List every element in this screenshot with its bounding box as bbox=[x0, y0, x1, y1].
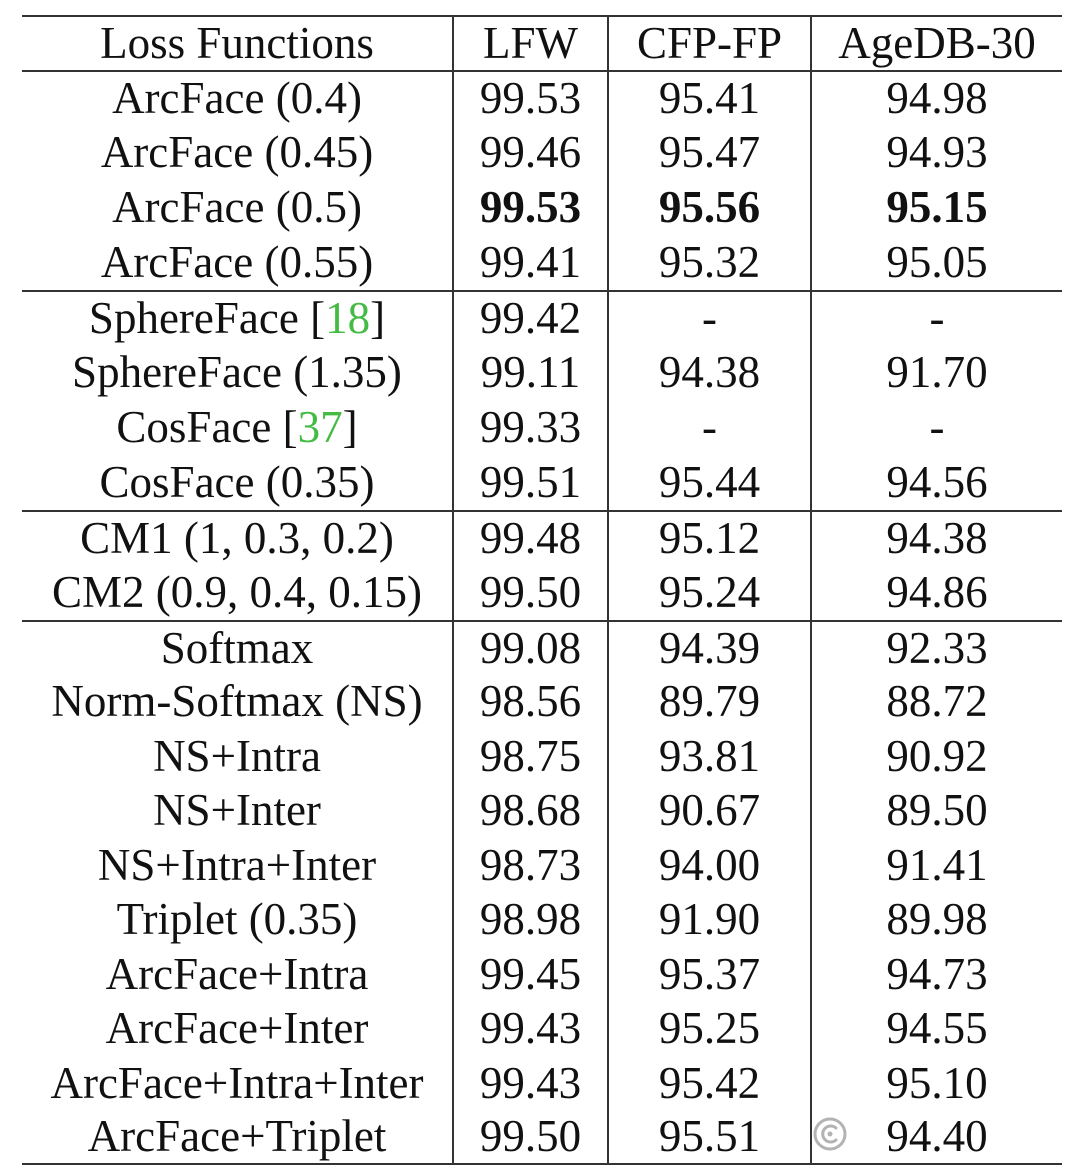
score-cell-lfw: 99.42 bbox=[452, 292, 607, 345]
citation-link[interactable]: 37 bbox=[297, 402, 343, 452]
score-cell-cfp-fp: 95.12 bbox=[607, 512, 810, 565]
table-row bbox=[22, 290, 1062, 345]
table-row bbox=[22, 620, 1062, 675]
table-row bbox=[22, 893, 1062, 948]
score-cell-lfw: 99.43 bbox=[452, 1056, 607, 1111]
score-cell-agedb-30: 95.15 bbox=[810, 180, 1062, 235]
score-cell-lfw: 99.53 bbox=[452, 180, 607, 235]
method-cell: NS+Intra bbox=[153, 730, 321, 781]
table-row bbox=[22, 947, 1062, 1002]
method-cell: ArcFace (0.4) bbox=[112, 73, 362, 123]
table-row bbox=[22, 455, 1062, 510]
table-row bbox=[22, 1002, 1062, 1057]
table-row bbox=[22, 838, 1062, 893]
table-body bbox=[22, 70, 1062, 1165]
score-cell-agedb-30: 95.05 bbox=[810, 235, 1062, 290]
score-cell-agedb-30: - bbox=[810, 292, 1062, 345]
method-text: SphereFace [ bbox=[88, 293, 326, 343]
method-cell: Triplet (0.35) bbox=[116, 894, 358, 945]
column-header-cfp-fp: CFP-FP bbox=[607, 17, 810, 70]
score-cell-agedb-30: 94.40 bbox=[810, 1111, 1062, 1164]
score-cell-agedb-30: 94.93 bbox=[810, 125, 1062, 180]
column-header-loss-functions: Loss Functions bbox=[100, 18, 374, 68]
results-table bbox=[22, 15, 1062, 1165]
table-row bbox=[22, 235, 1062, 290]
score-cell-lfw: 99.33 bbox=[452, 400, 607, 455]
method-cell: SphereFace (1.35) bbox=[72, 347, 402, 397]
method-cell: NS+Inter bbox=[153, 785, 321, 836]
method-text: CosFace [ bbox=[116, 402, 298, 452]
column-header-agedb-30: AgeDB-30 bbox=[810, 17, 1062, 70]
method-label bbox=[116, 402, 358, 452]
score-cell-lfw: 99.41 bbox=[452, 235, 607, 290]
score-cell-lfw: 98.75 bbox=[452, 729, 607, 784]
score-cell-lfw: 99.51 bbox=[452, 455, 607, 510]
score-cell-cfp-fp: 95.25 bbox=[607, 1002, 810, 1057]
score-cell-agedb-30: 92.33 bbox=[810, 622, 1062, 675]
method-text: ] bbox=[342, 402, 358, 452]
method-cell: NS+Intra+Inter bbox=[97, 839, 377, 890]
score-cell-agedb-30: 90.92 bbox=[810, 729, 1062, 784]
score-cell-agedb-30: 88.72 bbox=[810, 675, 1062, 730]
table-row bbox=[22, 729, 1062, 784]
method-cell: CM2 (0.9, 0.4, 0.15) bbox=[52, 567, 422, 617]
citation-link[interactable]: 18 bbox=[325, 293, 371, 343]
score-cell-cfp-fp: 89.79 bbox=[607, 675, 810, 730]
table-row bbox=[22, 784, 1062, 839]
wechat-icon bbox=[812, 1116, 848, 1152]
score-cell-agedb-30: 89.50 bbox=[810, 784, 1062, 839]
score-cell-lfw: 99.48 bbox=[452, 512, 607, 565]
method-cell: CosFace (0.35) bbox=[99, 457, 375, 507]
table-row bbox=[22, 400, 1062, 455]
score-cell-agedb-30: 94.38 bbox=[810, 512, 1062, 565]
table-header-row bbox=[22, 15, 1062, 70]
score-cell-cfp-fp: 94.00 bbox=[607, 838, 810, 893]
method-cell: Norm-Softmax (NS) bbox=[51, 676, 423, 727]
score-cell-agedb-30: 94.98 bbox=[810, 72, 1062, 125]
score-cell-cfp-fp: 94.38 bbox=[607, 345, 810, 400]
score-cell-cfp-fp: - bbox=[607, 292, 810, 345]
score-cell-lfw: 99.43 bbox=[452, 1002, 607, 1057]
table-row bbox=[22, 125, 1062, 180]
method-cell: Softmax bbox=[160, 622, 314, 673]
score-cell-cfp-fp: 95.41 bbox=[607, 72, 810, 125]
table-row bbox=[22, 180, 1062, 235]
method-cell: ArcFace+Inter bbox=[105, 1003, 369, 1054]
score-cell-lfw: 99.46 bbox=[452, 125, 607, 180]
method-cell: ArcFace (0.45) bbox=[100, 127, 374, 177]
method-cell: CM1 (1, 0.3, 0.2) bbox=[80, 513, 394, 563]
score-cell-cfp-fp: 95.44 bbox=[607, 455, 810, 510]
score-cell-cfp-fp: 95.24 bbox=[607, 565, 810, 620]
method-cell bbox=[22, 292, 452, 345]
method-cell: ArcFace+Intra bbox=[105, 948, 369, 999]
score-cell-agedb-30: 91.41 bbox=[810, 838, 1062, 893]
score-cell-lfw: 98.73 bbox=[452, 838, 607, 893]
table-row bbox=[22, 1111, 1062, 1166]
score-cell-lfw: 98.98 bbox=[452, 893, 607, 948]
table-row bbox=[22, 70, 1062, 125]
score-cell-agedb-30: 94.73 bbox=[810, 947, 1062, 1002]
method-cell bbox=[22, 400, 452, 455]
table-row bbox=[22, 510, 1062, 565]
score-cell-agedb-30: 95.10 bbox=[810, 1056, 1062, 1111]
method-cell: ArcFace (0.5) bbox=[112, 182, 362, 232]
score-cell-lfw: 98.68 bbox=[452, 784, 607, 839]
score-cell-cfp-fp: 95.47 bbox=[607, 125, 810, 180]
method-label bbox=[88, 293, 386, 343]
score-cell-agedb-30: 94.56 bbox=[810, 455, 1062, 510]
table-row bbox=[22, 345, 1062, 400]
score-cell-lfw: 99.50 bbox=[452, 1111, 607, 1164]
table-row bbox=[22, 675, 1062, 730]
score-cell-cfp-fp: 93.81 bbox=[607, 729, 810, 784]
score-cell-agedb-30: 94.86 bbox=[810, 565, 1062, 620]
score-cell-cfp-fp: 95.51 bbox=[607, 1111, 810, 1164]
score-cell-lfw: 99.45 bbox=[452, 947, 607, 1002]
method-cell: ArcFace (0.55) bbox=[100, 237, 374, 287]
method-cell: ArcFace+Triplet bbox=[87, 1111, 387, 1162]
score-cell-agedb-30: 91.70 bbox=[810, 345, 1062, 400]
score-cell-cfp-fp: - bbox=[607, 400, 810, 455]
method-text: ] bbox=[370, 293, 386, 343]
score-cell-cfp-fp: 95.37 bbox=[607, 947, 810, 1002]
score-cell-lfw: 99.50 bbox=[452, 565, 607, 620]
column-header-lfw: LFW bbox=[452, 17, 607, 70]
score-cell-cfp-fp: 94.39 bbox=[607, 622, 810, 675]
score-cell-cfp-fp: 91.90 bbox=[607, 893, 810, 948]
score-cell-cfp-fp: 95.56 bbox=[607, 180, 810, 235]
table-row bbox=[22, 1056, 1062, 1111]
score-cell-cfp-fp: 95.32 bbox=[607, 235, 810, 290]
score-cell-lfw: 98.56 bbox=[452, 675, 607, 730]
score-cell-lfw: 99.53 bbox=[452, 72, 607, 125]
score-cell-agedb-30: 89.98 bbox=[810, 893, 1062, 948]
table-row bbox=[22, 565, 1062, 620]
score-cell-cfp-fp: 90.67 bbox=[607, 784, 810, 839]
watermark bbox=[812, 1116, 848, 1152]
score-cell-lfw: 99.08 bbox=[452, 622, 607, 675]
score-cell-cfp-fp: 95.42 bbox=[607, 1056, 810, 1111]
method-cell: ArcFace+Intra+Inter bbox=[50, 1057, 424, 1108]
score-cell-lfw: 99.11 bbox=[452, 345, 607, 400]
score-cell-agedb-30: 94.55 bbox=[810, 1002, 1062, 1057]
score-cell-agedb-30: - bbox=[810, 400, 1062, 455]
